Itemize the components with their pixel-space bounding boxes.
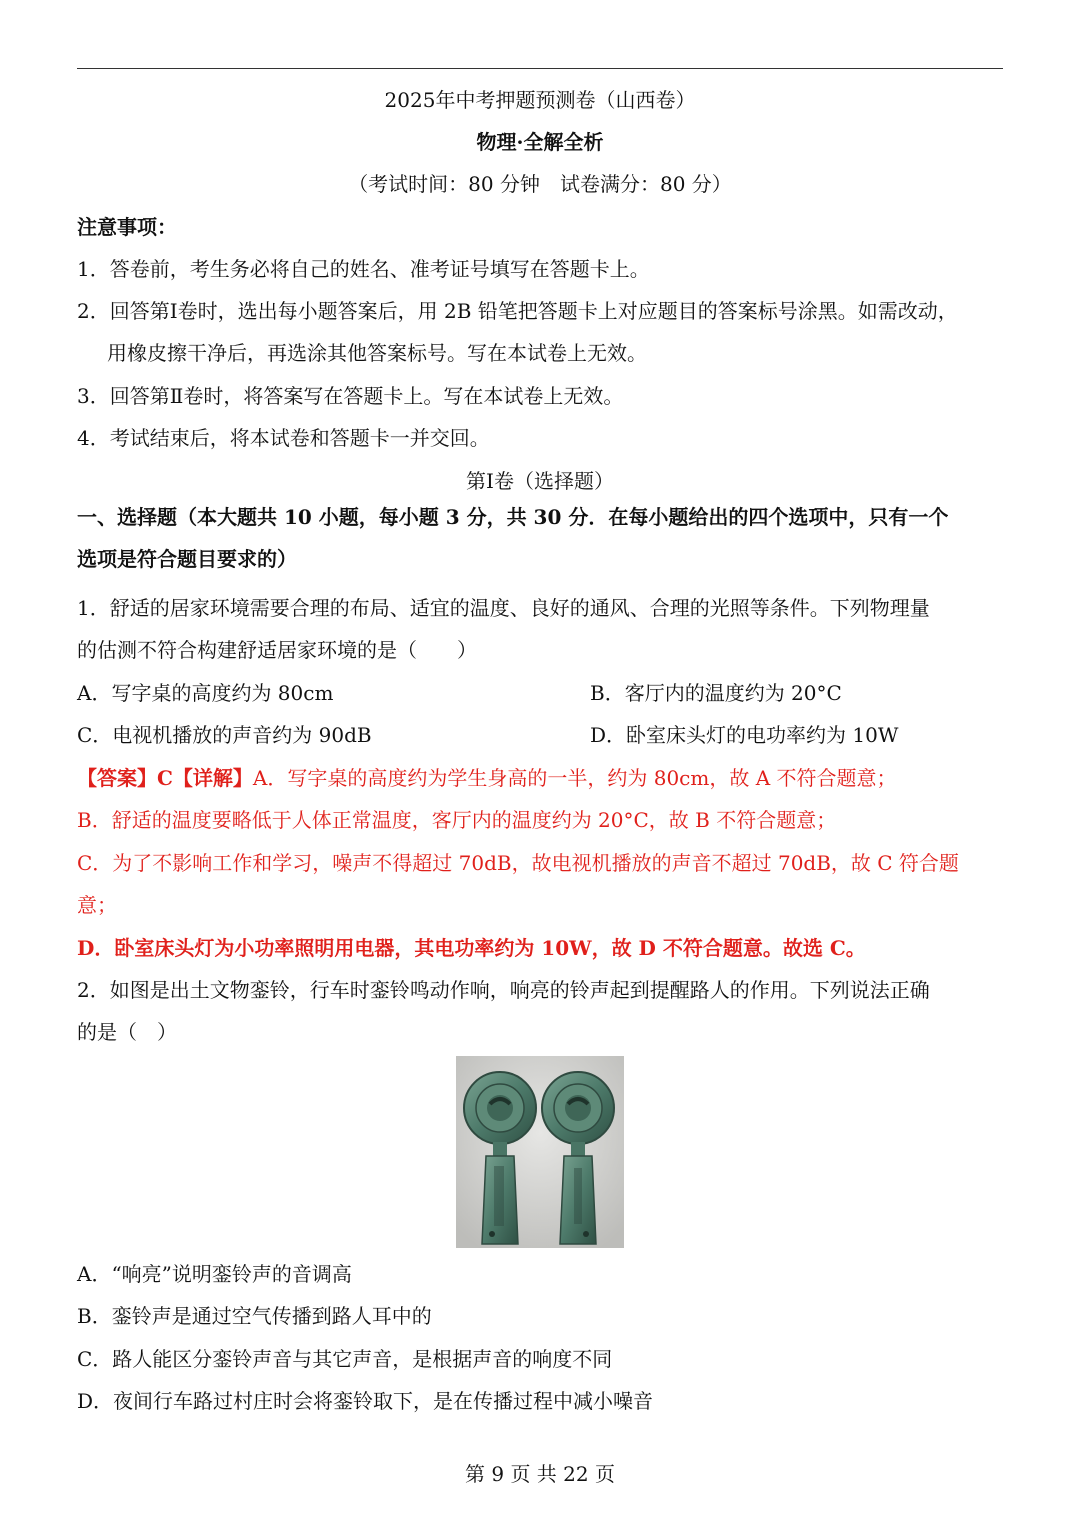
q1-answer-line-3: C．为了不影响工作和学习，噪声不得超过 70dB，故电视机播放的声音不超过 70dB，故 C 符合题 [77, 851, 959, 875]
notice-item-3: 3．回答第Ⅱ卷时，将答案写在答题卡上。写在本试卷上无效。 [77, 384, 624, 408]
q2-option-a: A．“响亮”说明銮铃声的音调高 [77, 1262, 352, 1286]
section-heading: 一、选择题（本大题共 10 小题，每小题 3 分，共 30 分．在每小题给出的四个选项中，只有一个 [77, 505, 949, 529]
page-footer: 第 9 页 共 22 页 [465, 1462, 615, 1486]
header-rule [77, 68, 1003, 69]
q1-answer-line-5: D．卧室床头灯为小功率照明用电器，其电功率约为 10W，故 D 不符合题意。故选 C。 [77, 936, 866, 960]
bronze-bells-photo [456, 1056, 624, 1248]
q1-stem-cont: 的估测不符合构建舒适居家环境的是（ ） [77, 638, 477, 662]
q1-option-c: C．电视机播放的声音约为 90dB [77, 723, 372, 747]
volume-title: 第Ⅰ卷（选择题） [466, 469, 614, 493]
q1-options-row-2 [77, 721, 1007, 749]
q1-option-a: A．写字桌的高度约为 80cm [77, 681, 334, 705]
q2-option-c: C．路人能区分銮铃声音与其它声音，是根据声音的响度不同 [77, 1347, 613, 1371]
q1-answer-line-2: B．舒适的温度要略低于人体正常温度，客厅内的温度约为 20°C，故 B 不符合题意； [77, 808, 837, 832]
exam-subtitle: 物理·全解全析 [476, 130, 604, 154]
q1-answer-line-1: A．写字桌的高度约为学生身高的一半，约为 80cm，故 A 不符合题意； [252, 766, 897, 790]
notice-heading: 注意事项： [77, 215, 177, 239]
exam-title: 2025年中考押题预测卷（山西卷） [384, 88, 696, 112]
q1-answer-line-4: 意； [77, 893, 117, 917]
q1-answer-tag: 【答案】C【详解】 [77, 766, 253, 790]
notice-item-1: 1．答卷前，考生务必将自己的姓名、准考证号填写在答题卡上。 [77, 257, 650, 281]
q1-stem: 1．舒适的居家环境需要合理的布局、适宜的温度、良好的通风、合理的光照等条件。下列物理量 [77, 596, 930, 620]
q1-option-b: B．客厅内的温度约为 20°C [590, 681, 842, 705]
q1-answer [77, 764, 1007, 792]
q2-stem-cont: 的是（ ） [77, 1020, 177, 1044]
q1-options-row-1 [77, 679, 1007, 707]
notice-item-4: 4．考试结束后，将本试卷和答题卡一并交回。 [77, 426, 490, 450]
notice-item-2-cont: 用橡皮擦干净后，再选涂其他答案标号。写在本试卷上无效。 [107, 341, 647, 365]
q1-option-d: D．卧室床头灯的电功率约为 10W [590, 723, 899, 747]
q2-option-d: D．夜间行车路过村庄时会将銮铃取下，是在传播过程中减小噪音 [77, 1389, 654, 1413]
notice-item-2: 2．回答第Ⅰ卷时，选出每小题答案后，用 2B 铅笔把答题卡上对应题目的答案标号涂黑。如需改动， [77, 299, 958, 323]
section-heading-cont: 选项是符合题目要求的） [77, 547, 297, 571]
bronze-bells-illustration [456, 1056, 624, 1248]
q2-stem: 2．如图是出土文物銮铃，行车时銮铃鸣动作响，响亮的铃声起到提醒路人的作用。下列说法正确 [77, 978, 930, 1002]
exam-info: （考试时间：80 分钟 试卷满分：80 分） [348, 172, 732, 196]
q2-option-b: B．銮铃声是通过空气传播到路人耳中的 [77, 1304, 432, 1328]
